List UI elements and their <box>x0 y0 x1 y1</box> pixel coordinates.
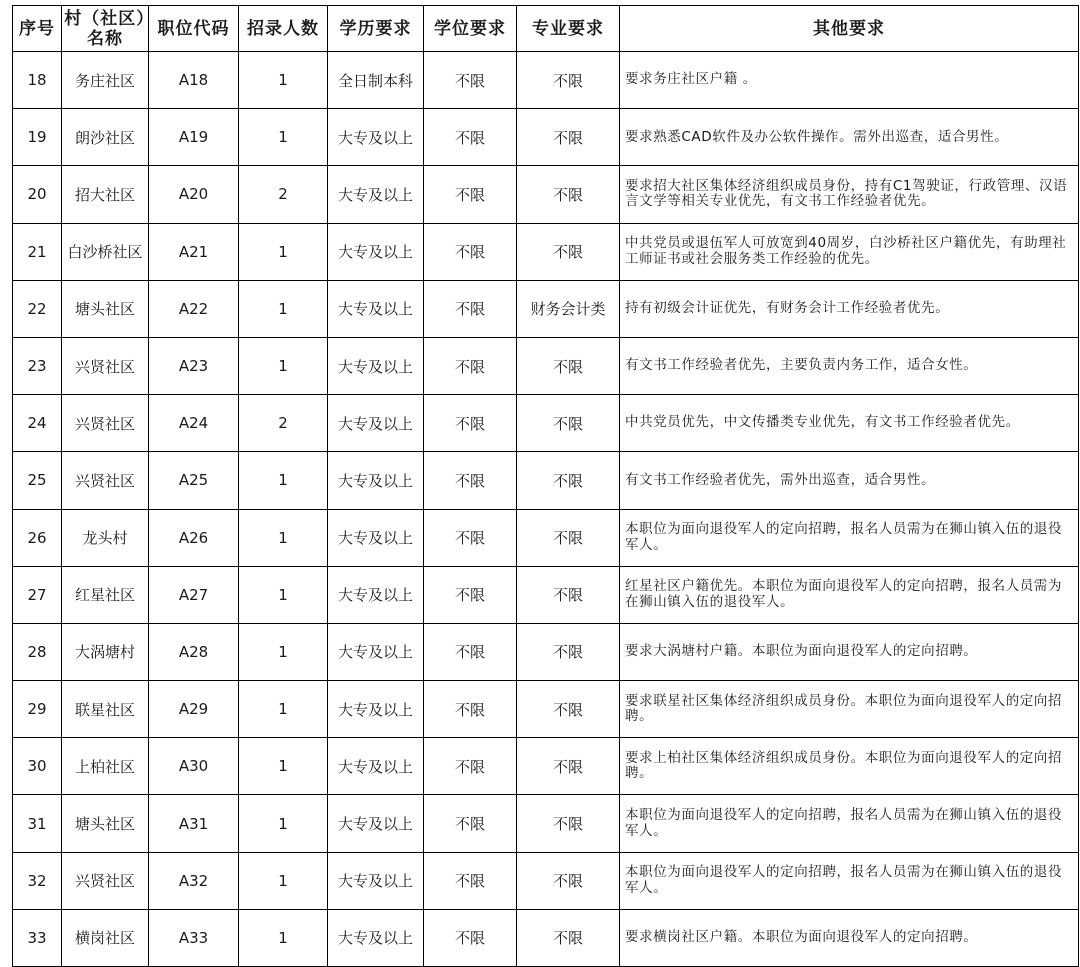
cell-other: 要求务庄社区户籍 。 <box>620 52 1079 109</box>
cell-no: 20 <box>13 166 62 223</box>
cell-count: 1 <box>239 280 328 337</box>
cell-name: 白沙桥社区 <box>62 223 149 280</box>
cell-no: 18 <box>13 52 62 109</box>
cell-degree: 不限 <box>424 395 517 452</box>
cell-other: 要求招大社区集体经济组织成员身份，持有C1驾驶证，行政管理、汉语言文学等相关专业优先，有文书工作经验者优先。 <box>620 166 1079 223</box>
cell-name: 兴贤社区 <box>62 452 149 509</box>
cell-count: 1 <box>239 223 328 280</box>
cell-name: 塘头社区 <box>62 795 149 852</box>
cell-major: 不限 <box>517 52 620 109</box>
cell-code: A31 <box>149 795 239 852</box>
cell-other: 中共党员优先，中文传播类专业优先，有文书工作经验者优先。 <box>620 395 1079 452</box>
cell-count: 1 <box>239 337 328 394</box>
header-count: 招录人数 <box>239 6 328 52</box>
cell-code: A22 <box>149 280 239 337</box>
cell-major: 不限 <box>517 166 620 223</box>
cell-degree: 不限 <box>424 109 517 166</box>
cell-no: 21 <box>13 223 62 280</box>
cell-code: A18 <box>149 52 239 109</box>
cell-name: 横岗社区 <box>62 909 149 966</box>
table-row <box>13 337 1079 394</box>
cell-degree: 不限 <box>424 223 517 280</box>
cell-count: 1 <box>239 566 328 623</box>
cell-major: 财务会计类 <box>517 280 620 337</box>
cell-name: 兴贤社区 <box>62 852 149 909</box>
cell-no: 30 <box>13 738 62 795</box>
cell-no: 28 <box>13 623 62 680</box>
cell-code: A26 <box>149 509 239 566</box>
cell-education: 大专及以上 <box>328 738 424 795</box>
cell-major: 不限 <box>517 566 620 623</box>
cell-degree: 不限 <box>424 852 517 909</box>
cell-code: A30 <box>149 738 239 795</box>
cell-code: A21 <box>149 223 239 280</box>
cell-major: 不限 <box>517 509 620 566</box>
cell-other: 红星社区户籍优先。本职位为面向退役军人的定向招聘，报名人员需为在狮山镇入伍的退役军人。 <box>620 566 1079 623</box>
cell-code: A19 <box>149 109 239 166</box>
header-code: 职位代码 <box>149 6 239 52</box>
cell-education: 大专及以上 <box>328 280 424 337</box>
table-row <box>13 395 1079 452</box>
cell-education: 大专及以上 <box>328 452 424 509</box>
cell-count: 1 <box>239 681 328 738</box>
header-major: 专业要求 <box>517 6 620 52</box>
cell-code: A32 <box>149 852 239 909</box>
cell-count: 2 <box>239 166 328 223</box>
cell-no: 26 <box>13 509 62 566</box>
cell-major: 不限 <box>517 223 620 280</box>
cell-no: 23 <box>13 337 62 394</box>
cell-count: 1 <box>239 738 328 795</box>
cell-code: A20 <box>149 166 239 223</box>
cell-count: 1 <box>239 509 328 566</box>
cell-count: 1 <box>239 452 328 509</box>
cell-no: 33 <box>13 909 62 966</box>
header-education: 学历要求 <box>328 6 424 52</box>
cell-education: 大专及以上 <box>328 395 424 452</box>
cell-degree: 不限 <box>424 566 517 623</box>
cell-name: 塘头社区 <box>62 280 149 337</box>
cell-count: 1 <box>239 795 328 852</box>
table-row <box>13 738 1079 795</box>
cell-education: 大专及以上 <box>328 623 424 680</box>
cell-other: 有文书工作经验者优先，主要负责内务工作，适合女性。 <box>620 337 1079 394</box>
cell-major: 不限 <box>517 681 620 738</box>
cell-no: 27 <box>13 566 62 623</box>
cell-count: 1 <box>239 52 328 109</box>
cell-other: 持有初级会计证优先，有财务会计工作经验者优先。 <box>620 280 1079 337</box>
table-row <box>13 166 1079 223</box>
cell-no: 32 <box>13 852 62 909</box>
cell-count: 1 <box>239 852 328 909</box>
header-degree: 学位要求 <box>424 6 517 52</box>
cell-count: 1 <box>239 109 328 166</box>
cell-no: 24 <box>13 395 62 452</box>
cell-education: 全日制本科 <box>328 52 424 109</box>
cell-degree: 不限 <box>424 623 517 680</box>
cell-other: 要求熟悉CAD软件及办公软件操作。需外出巡查，适合男性。 <box>620 109 1079 166</box>
cell-education: 大专及以上 <box>328 337 424 394</box>
cell-other: 要求横岗社区户籍。本职位为面向退役军人的定向招聘。 <box>620 909 1079 966</box>
cell-degree: 不限 <box>424 52 517 109</box>
cell-degree: 不限 <box>424 509 517 566</box>
cell-major: 不限 <box>517 909 620 966</box>
cell-name: 朗沙社区 <box>62 109 149 166</box>
cell-major: 不限 <box>517 452 620 509</box>
cell-no: 31 <box>13 795 62 852</box>
table-row <box>13 795 1079 852</box>
cell-degree: 不限 <box>424 795 517 852</box>
table-row <box>13 509 1079 566</box>
cell-other: 本职位为面向退役军人的定向招聘，报名人员需为在狮山镇入伍的退役军人。 <box>620 795 1079 852</box>
cell-code: A27 <box>149 566 239 623</box>
cell-name: 上柏社区 <box>62 738 149 795</box>
cell-name: 大涡塘村 <box>62 623 149 680</box>
table-row <box>13 452 1079 509</box>
cell-education: 大专及以上 <box>328 509 424 566</box>
cell-degree: 不限 <box>424 337 517 394</box>
cell-name: 务庄社区 <box>62 52 149 109</box>
cell-other: 本职位为面向退役军人的定向招聘，报名人员需为在狮山镇入伍的退役军人。 <box>620 852 1079 909</box>
cell-education: 大专及以上 <box>328 566 424 623</box>
cell-major: 不限 <box>517 337 620 394</box>
table-row <box>13 280 1079 337</box>
cell-degree: 不限 <box>424 738 517 795</box>
table-row <box>13 223 1079 280</box>
table-row <box>13 109 1079 166</box>
cell-major: 不限 <box>517 852 620 909</box>
cell-degree: 不限 <box>424 909 517 966</box>
cell-degree: 不限 <box>424 166 517 223</box>
cell-name: 红星社区 <box>62 566 149 623</box>
cell-no: 19 <box>13 109 62 166</box>
cell-major: 不限 <box>517 738 620 795</box>
table-row <box>13 566 1079 623</box>
cell-education: 大专及以上 <box>328 109 424 166</box>
cell-degree: 不限 <box>424 681 517 738</box>
cell-other: 有文书工作经验者优先，需外出巡查，适合男性。 <box>620 452 1079 509</box>
cell-count: 2 <box>239 395 328 452</box>
header-other: 其他要求 <box>620 6 1079 52</box>
cell-code: A33 <box>149 909 239 966</box>
cell-major: 不限 <box>517 395 620 452</box>
cell-code: A24 <box>149 395 239 452</box>
cell-code: A28 <box>149 623 239 680</box>
header-no: 序号 <box>13 6 62 52</box>
cell-major: 不限 <box>517 795 620 852</box>
cell-count: 1 <box>239 909 328 966</box>
cell-other: 要求联星社区集体经济组织成员身份。本职位为面向退役军人的定向招聘。 <box>620 681 1079 738</box>
cell-code: A23 <box>149 337 239 394</box>
table-row <box>13 852 1079 909</box>
cell-code: A25 <box>149 452 239 509</box>
cell-education: 大专及以上 <box>328 223 424 280</box>
cell-name: 兴贤社区 <box>62 395 149 452</box>
cell-education: 大专及以上 <box>328 166 424 223</box>
cell-other: 中共党员或退伍军人可放宽到40周岁，白沙桥社区户籍优先，有助理社工师证书或社会服务类工作经验的优先。 <box>620 223 1079 280</box>
header-row <box>13 6 1079 52</box>
cell-no: 25 <box>13 452 62 509</box>
cell-name: 龙头村 <box>62 509 149 566</box>
cell-code: A29 <box>149 681 239 738</box>
header-name: 村（社区）名称 <box>62 6 149 52</box>
cell-other: 本职位为面向退役军人的定向招聘，报名人员需为在狮山镇入伍的退役军人。 <box>620 509 1079 566</box>
cell-name: 兴贤社区 <box>62 337 149 394</box>
table-row <box>13 909 1079 966</box>
cell-name: 招大社区 <box>62 166 149 223</box>
recruitment-table <box>12 5 1079 967</box>
cell-no: 22 <box>13 280 62 337</box>
cell-no: 29 <box>13 681 62 738</box>
cell-education: 大专及以上 <box>328 852 424 909</box>
table-row <box>13 681 1079 738</box>
cell-degree: 不限 <box>424 280 517 337</box>
cell-major: 不限 <box>517 109 620 166</box>
cell-count: 1 <box>239 623 328 680</box>
cell-education: 大专及以上 <box>328 681 424 738</box>
cell-education: 大专及以上 <box>328 909 424 966</box>
table-row <box>13 52 1079 109</box>
cell-other: 要求大涡塘村户籍。本职位为面向退役军人的定向招聘。 <box>620 623 1079 680</box>
cell-degree: 不限 <box>424 452 517 509</box>
cell-education: 大专及以上 <box>328 795 424 852</box>
cell-name: 联星社区 <box>62 681 149 738</box>
cell-other: 要求上柏社区集体经济组织成员身份。本职位为面向退役军人的定向招聘。 <box>620 738 1079 795</box>
table-row <box>13 623 1079 680</box>
cell-major: 不限 <box>517 623 620 680</box>
